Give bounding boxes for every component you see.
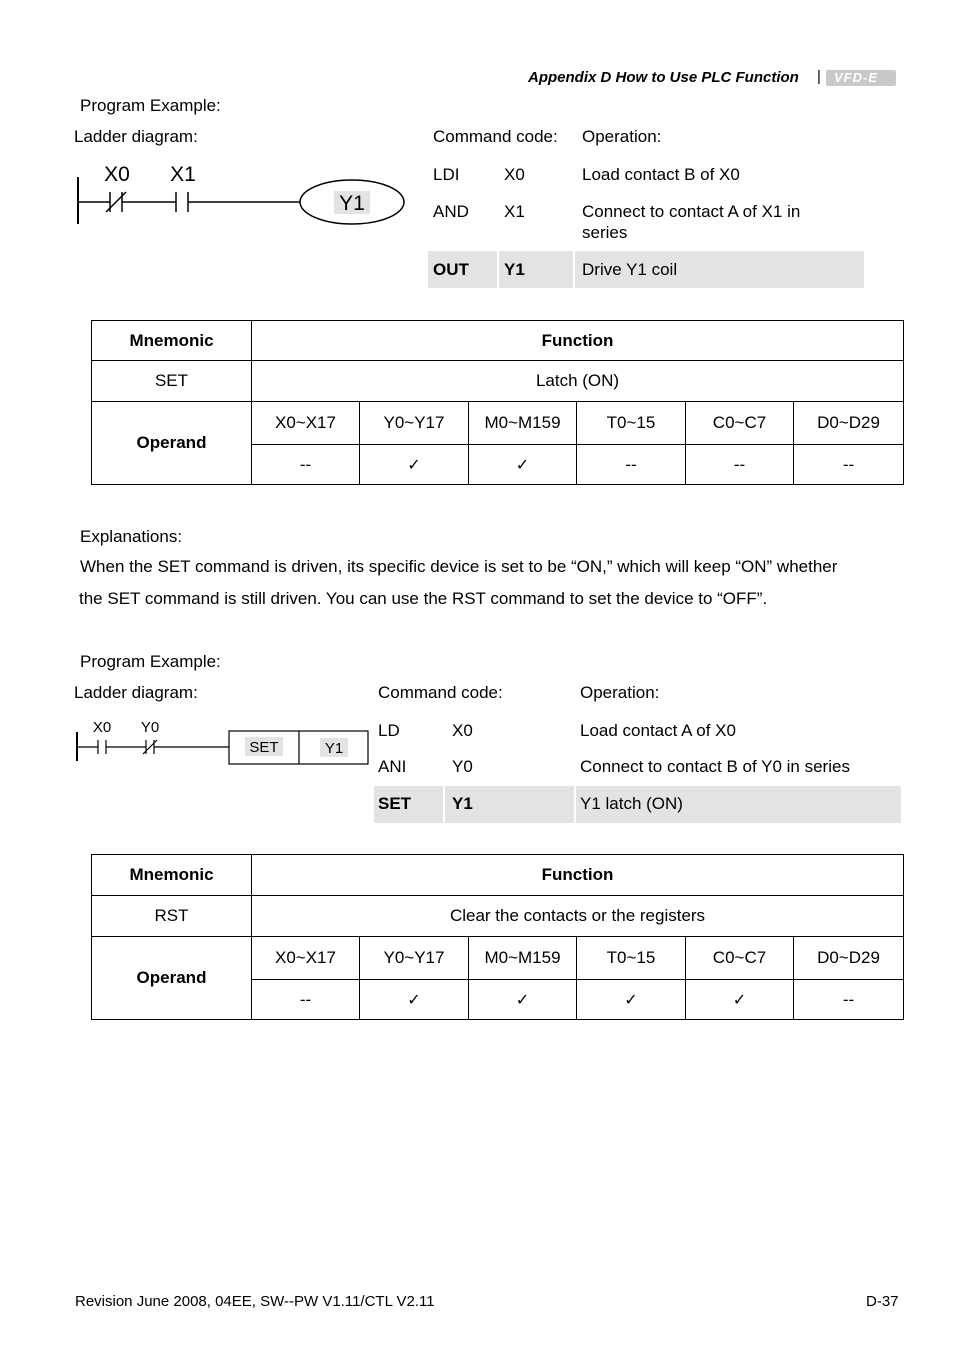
operand-x-value: -- bbox=[252, 980, 360, 1020]
operand-label: Operand bbox=[92, 402, 252, 485]
cmd-ldi: LDI bbox=[433, 165, 460, 184]
operand-d-value: -- bbox=[794, 445, 904, 485]
op-load-b-x0: Load contact B of X0 bbox=[582, 165, 740, 184]
header-title: Appendix D How to Use PLC Function bbox=[528, 69, 799, 86]
operand-y-check-icon: ✓ bbox=[360, 445, 469, 485]
dev-x0: X0 bbox=[504, 165, 525, 184]
contact-x1-label: X1 bbox=[170, 163, 196, 186]
op-connect-b-y0: Connect to contact B of Y0 in series bbox=[580, 757, 850, 776]
operand-x-value: -- bbox=[252, 445, 360, 485]
operand-d: D0~D29 bbox=[794, 937, 904, 980]
function-header: Function bbox=[252, 321, 904, 361]
operand-m: M0~M159 bbox=[469, 402, 577, 445]
operand-t-check-icon: ✓ bbox=[577, 980, 686, 1020]
dev-y0: Y0 bbox=[452, 757, 473, 776]
operand-d-value: -- bbox=[794, 980, 904, 1020]
ladder-diagram-label: Ladder diagram: bbox=[74, 127, 198, 146]
operand-t: T0~15 bbox=[577, 937, 686, 980]
operand-y: Y0~Y17 bbox=[360, 937, 469, 980]
set-instruction-label: SET bbox=[249, 739, 279, 756]
operation-header-2: Operation: bbox=[580, 683, 660, 702]
mnemonic-header: Mnemonic bbox=[92, 855, 252, 896]
program-example-label: Program Example: bbox=[80, 96, 221, 115]
vfd-e-logo: VFD-E bbox=[826, 70, 896, 86]
dev-x0-2: X0 bbox=[452, 721, 473, 740]
explanations-title: Explanations: bbox=[80, 527, 183, 546]
explanation-line-2: the SET command is still driven. You can use the RST command to set the device to “OFF”. bbox=[79, 589, 768, 608]
op-drive-y1: Drive Y1 coil bbox=[582, 260, 678, 279]
ladder-diagram-1 bbox=[70, 155, 410, 235]
operand-y: Y0~Y17 bbox=[360, 402, 469, 445]
normally-open-contact-icon bbox=[176, 192, 188, 212]
ladder-diagram-2 bbox=[70, 715, 375, 770]
normally-open-contact-icon bbox=[98, 740, 106, 754]
cmd-ani: ANI bbox=[378, 757, 407, 776]
contact-y0-label: Y0 bbox=[140, 719, 160, 736]
dev-y1: Y1 bbox=[504, 260, 525, 279]
operand-m: M0~M159 bbox=[469, 937, 577, 980]
mnemonic-set: SET bbox=[92, 361, 252, 402]
operand-t: T0~15 bbox=[577, 402, 686, 445]
coil-y1-label: Y1 bbox=[339, 192, 365, 215]
contact-x0-label: X0 bbox=[92, 719, 112, 736]
operation-header: Operation: bbox=[582, 127, 662, 146]
operand-label: Operand bbox=[92, 937, 252, 1020]
op-load-a-x0: Load contact A of X0 bbox=[580, 721, 736, 740]
operand-c: C0~C7 bbox=[686, 937, 794, 980]
operand-c-value: -- bbox=[686, 445, 794, 485]
mnemonic-rst: RST bbox=[92, 896, 252, 937]
footer-page-number: D-37 bbox=[866, 1293, 899, 1310]
rst-function-table bbox=[91, 854, 904, 1020]
operand-c-check-icon: ✓ bbox=[686, 980, 794, 1020]
set-operand-label: Y1 bbox=[324, 740, 344, 757]
dev-y1-2: Y1 bbox=[452, 794, 473, 813]
command-code-header: Command code: bbox=[433, 127, 558, 146]
op-connect-a-x1: Connect to contact A of X1 in bbox=[582, 202, 801, 221]
operand-x: X0~X17 bbox=[252, 937, 360, 980]
footer-revision: Revision June 2008, 04EE, SW--PW V1.11/CTL V2.11 bbox=[75, 1293, 435, 1310]
operand-t-value: -- bbox=[577, 445, 686, 485]
operand-m-check-icon: ✓ bbox=[469, 980, 577, 1020]
dev-x1: X1 bbox=[504, 202, 525, 221]
operand-c: C0~C7 bbox=[686, 402, 794, 445]
function-header: Function bbox=[252, 855, 904, 896]
function-clear: Clear the contacts or the registers bbox=[252, 896, 904, 937]
cmd-out: OUT bbox=[433, 260, 469, 279]
mnemonic-header: Mnemonic bbox=[92, 321, 252, 361]
program-example-label-2: Program Example: bbox=[80, 652, 221, 671]
header-separator: | bbox=[817, 68, 821, 85]
explanation-line-1: When the SET command is driven, its specific device is set to be “ON,” which will keep “ON” whether bbox=[80, 557, 838, 576]
contact-x0-label: X0 bbox=[104, 163, 130, 186]
command-code-header-2: Command code: bbox=[378, 683, 503, 702]
cmd-and: AND bbox=[433, 202, 469, 221]
ladder-diagram-label-2: Ladder diagram: bbox=[74, 683, 198, 702]
operand-m-check-icon: ✓ bbox=[469, 445, 577, 485]
operand-d: D0~D29 bbox=[794, 402, 904, 445]
cmd-ld: LD bbox=[378, 721, 400, 740]
function-latch: Latch (ON) bbox=[252, 361, 904, 402]
cmd-set: SET bbox=[378, 794, 412, 813]
operand-x: X0~X17 bbox=[252, 402, 360, 445]
operand-y-check-icon: ✓ bbox=[360, 980, 469, 1020]
op-y1-latch: Y1 latch (ON) bbox=[580, 794, 683, 813]
set-function-table bbox=[91, 320, 904, 485]
op-connect-a-x1-cont: series bbox=[582, 223, 628, 242]
